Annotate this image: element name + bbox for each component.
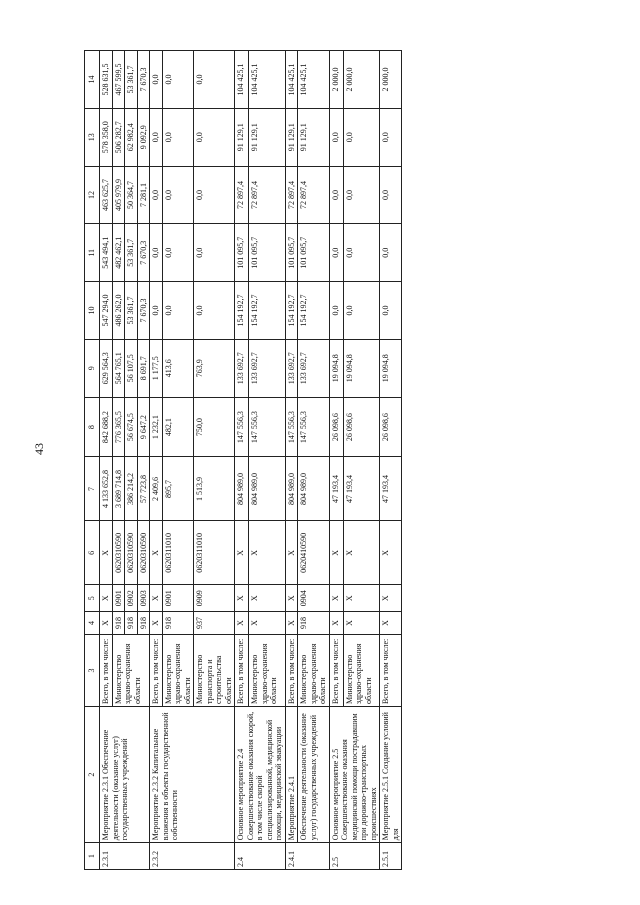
amount-year: 0,0 [194,51,235,109]
amount-year: 463 625,7 [100,166,113,224]
amount-year: 53 361,7 [125,282,138,340]
column-header: 12 [85,166,100,224]
grbs-code: X [329,612,343,635]
amount-year: 0,0 [380,108,402,166]
target-article-code: X [343,521,379,585]
executor: Всего, в том числе: [150,634,163,706]
executor: Всего, в том числе: [285,634,298,706]
amount-year: 104 425,1 [249,51,285,109]
row-number: 2.4 [235,843,286,870]
amount-year: 0,0 [162,51,194,109]
measure-name: Основное мероприятие 2.5 Совершенствование оказания медицинской помощи пострадавшим при дорожно-транспортных происшествиях [329,707,380,843]
amount-year: 842 688,2 [100,397,113,457]
section-code: X [235,585,249,612]
amount-year: 104 425,1 [235,51,249,109]
grbs-code: 918 [162,612,194,635]
amount-year: 0,0 [343,282,379,340]
amount-year: 0,0 [150,224,163,282]
amount-year: 0,0 [343,108,379,166]
amount-year: 91 129,1 [249,108,285,166]
amount-year: 147 556,3 [249,397,285,457]
amount-year: 0,0 [329,282,343,340]
amount-year: 482 462,1 [112,224,125,282]
amount-year: 133 692,7 [249,339,285,397]
table-row [235,51,249,870]
executor: Министерство здраво-охранения области [249,634,285,706]
section-code: X [343,585,379,612]
amount-year: 0,0 [162,166,194,224]
amount-year: 0,0 [150,166,163,224]
section-code: 0901 [112,585,125,612]
amount-year: 19 094,8 [343,339,379,397]
column-header: 1 [85,843,100,870]
target-article-code: X [249,521,285,585]
table-row [298,51,330,870]
executor: Министерство здраво-охранения области [298,634,330,706]
amount-year: 154 192,7 [298,282,330,340]
amount-year: 528 631,5 [100,51,113,109]
section-code: X [100,585,113,612]
amount-total: 386 214,2 [125,457,138,521]
amount-year: 133 692,7 [298,339,330,397]
amount-year: 763,9 [194,339,235,397]
amount-year: 154 192,7 [235,282,249,340]
amount-year: 147 556,3 [285,397,298,457]
amount-total: 47 193,4 [329,457,343,521]
budget-table [84,50,402,870]
amount-total: 57 723,8 [137,457,150,521]
amount-year: 101 095,7 [235,224,249,282]
table-row [380,51,402,870]
table-row [285,51,298,870]
amount-year: 147 556,3 [298,397,330,457]
amount-year: 750,0 [194,397,235,457]
executor: Министерство здраво-охранения области [112,634,150,706]
section-code: 0909 [194,585,235,612]
executor: Всего, в том числе: [380,634,402,706]
amount-year: 72 897,4 [285,166,298,224]
column-header: 5 [85,585,100,612]
amount-year: 91 129,1 [285,108,298,166]
amount-year: 0,0 [380,166,402,224]
target-article-code: X [285,521,298,585]
column-header: 2 [85,707,100,843]
amount-year: 19 094,8 [329,339,343,397]
target-article-code: 0620310590 [112,521,125,585]
amount-year: 578 358,0 [100,108,113,166]
amount-year: 19 094,8 [380,339,402,397]
target-article-code: X [235,521,249,585]
measure-name: Мероприятие 2.3.2 Капитальные вложения в объекты государственной собственности [150,707,235,843]
amount-year: 104 425,1 [285,51,298,109]
target-article-code: 0620311010 [162,521,194,585]
amount-total: 804 989,0 [235,457,249,521]
amount-year: 147 556,3 [235,397,249,457]
section-code: X [249,585,285,612]
table-row [100,51,113,870]
column-header: 3 [85,634,100,706]
row-number: 2.5 [329,843,380,870]
amount-total: 895,7 [162,457,194,521]
amount-year: 0,0 [329,108,343,166]
amount-year: 543 494,1 [100,224,113,282]
amount-year: 0,0 [329,166,343,224]
section-code: 0902 [125,585,138,612]
amount-year: 0,0 [380,224,402,282]
amount-year: 72 897,4 [298,166,330,224]
measure-name: Мероприятие 2.3.1 Обеспечение деятельности (оказание услуг) государственных учреждений [100,707,150,843]
amount-year: 26 098,6 [380,397,402,457]
amount-year: 2 000,0 [329,51,343,109]
measure-name: Обеспечение деятельности (оказание услуг) государственных учреждений [298,707,330,843]
target-article-code: 0620311010 [194,521,235,585]
amount-year: 26 098,6 [343,397,379,457]
amount-year: 53 361,7 [125,224,138,282]
target-article-code: X [150,521,163,585]
amount-year: 0,0 [194,166,235,224]
target-article-code: 0620310590 [125,521,138,585]
amount-year: 0,0 [194,282,235,340]
amount-year: 1 177,5 [150,339,163,397]
section-code: X [380,585,402,612]
amount-year: 0,0 [150,108,163,166]
amount-year: 104 425,1 [298,51,330,109]
amount-year: 133 692,7 [285,339,298,397]
amount-total: 1 513,9 [194,457,235,521]
amount-year: 0,0 [150,51,163,109]
grbs-code: 918 [125,612,138,635]
section-code: 0901 [162,585,194,612]
column-header: 9 [85,339,100,397]
amount-year: 506 282,7 [112,108,125,166]
amount-total: 47 193,4 [343,457,379,521]
amount-year: 56 107,5 [125,339,138,397]
amount-year: 547 294,0 [100,282,113,340]
amount-year: 0,0 [380,282,402,340]
section-code: 0904 [298,585,330,612]
amount-year: 53 361,7 [125,51,138,109]
amount-year: 0,0 [162,282,194,340]
row-number: 2.5.1 [380,843,402,870]
amount-year: 0,0 [162,224,194,282]
amount-year: 26 098,6 [329,397,343,457]
amount-year: 2 000,0 [343,51,379,109]
section-code: X [285,585,298,612]
amount-year: 154 192,7 [285,282,298,340]
section-code: X [150,585,163,612]
target-article-code: 0620410590 [298,521,330,585]
amount-year: 413,6 [162,339,194,397]
grbs-code: 918 [112,612,125,635]
executor: Всего, в том числе: [235,634,249,706]
amount-year: 0,0 [194,108,235,166]
amount-year: 101 095,7 [298,224,330,282]
grbs-code: X [285,612,298,635]
amount-total: 47 193,4 [380,457,402,521]
target-article-code: X [329,521,343,585]
amount-year: 0,0 [329,224,343,282]
amount-year: 91 129,1 [298,108,330,166]
table-row [329,51,343,870]
amount-year: 7 670,3 [137,51,150,109]
amount-total: 804 989,0 [249,457,285,521]
grbs-code: 937 [194,612,235,635]
row-number: 2.3.2 [150,843,235,870]
measure-name: Мероприятие 2.4.1 [285,707,298,843]
target-article-code: X [100,521,113,585]
amount-year: 7 670,3 [137,224,150,282]
executor: Всего, в том числе: [100,634,113,706]
target-article-code: 0620310590 [137,521,150,585]
amount-year: 629 564,3 [100,339,113,397]
amount-year: 0,0 [194,224,235,282]
column-header: 6 [85,521,100,585]
amount-year: 776 365,5 [112,397,125,457]
amount-year: 9 647,2 [137,397,150,457]
amount-year: 1 232,1 [150,397,163,457]
section-code: 0903 [137,585,150,612]
amount-year: 101 095,7 [249,224,285,282]
amount-year: 0,0 [343,166,379,224]
amount-year: 0,0 [150,282,163,340]
grbs-code: X [100,612,113,635]
amount-year: 101 095,7 [285,224,298,282]
executor: Министерство здраво-охранения области [343,634,379,706]
amount-year: 62 982,4 [125,108,138,166]
amount-year: 154 192,7 [249,282,285,340]
amount-total: 804 989,0 [285,457,298,521]
column-header: 4 [85,612,100,635]
rotated-table-wrapper [84,50,402,870]
amount-year: 467 599,5 [112,51,125,109]
amount-year: 2 000,0 [380,51,402,109]
amount-total: 804 989,0 [298,457,330,521]
grbs-code: X [150,612,163,635]
measure-name: Основное мероприятие 2.4 Совершенствование оказания скорой, в том числе скорой специализированной, медицинской помощи, медицинской эвакуации [235,707,286,843]
column-header: 13 [85,108,100,166]
column-header: 8 [85,397,100,457]
column-header: 14 [85,51,100,109]
executor: Министерство здраво-охранения области [162,634,194,706]
amount-year: 9 092,9 [137,108,150,166]
amount-year: 72 897,4 [235,166,249,224]
amount-year: 50 364,7 [125,166,138,224]
page-number: 43 [32,443,46,455]
amount-year: 72 897,4 [249,166,285,224]
amount-total: 3 689 714,8 [112,457,125,521]
amount-year: 0,0 [162,108,194,166]
grbs-code: 918 [298,612,330,635]
column-header: 7 [85,457,100,521]
executor: Всего, в том числе: [329,634,343,706]
header-row [85,51,100,870]
column-header: 10 [85,282,100,340]
amount-total: 2 409,6 [150,457,163,521]
grbs-code: X [249,612,285,635]
grbs-code: X [343,612,379,635]
grbs-code: 918 [137,612,150,635]
executor: Министерство транспорта и строительства области [194,634,235,706]
section-code: X [329,585,343,612]
measure-name: Мероприятие 2.5.1 Создание условий для [380,707,402,843]
row-number: 2.4.1 [285,843,329,870]
grbs-code: X [380,612,402,635]
table-row [150,51,163,870]
amount-year: 564 765,1 [112,339,125,397]
amount-year: 91 129,1 [235,108,249,166]
amount-year: 405 979,9 [112,166,125,224]
amount-year: 486 262,0 [112,282,125,340]
amount-year: 56 674,5 [125,397,138,457]
amount-year: 482,1 [162,397,194,457]
amount-total: 4 133 652,8 [100,457,113,521]
amount-year: 0,0 [343,224,379,282]
amount-year: 133 692,7 [235,339,249,397]
amount-year: 7 281,1 [137,166,150,224]
target-article-code: X [380,521,402,585]
grbs-code: X [235,612,249,635]
row-number: 2.3.1 [100,843,150,870]
column-header: 11 [85,224,100,282]
amount-year: 8 691,7 [137,339,150,397]
amount-year: 7 670,3 [137,282,150,340]
